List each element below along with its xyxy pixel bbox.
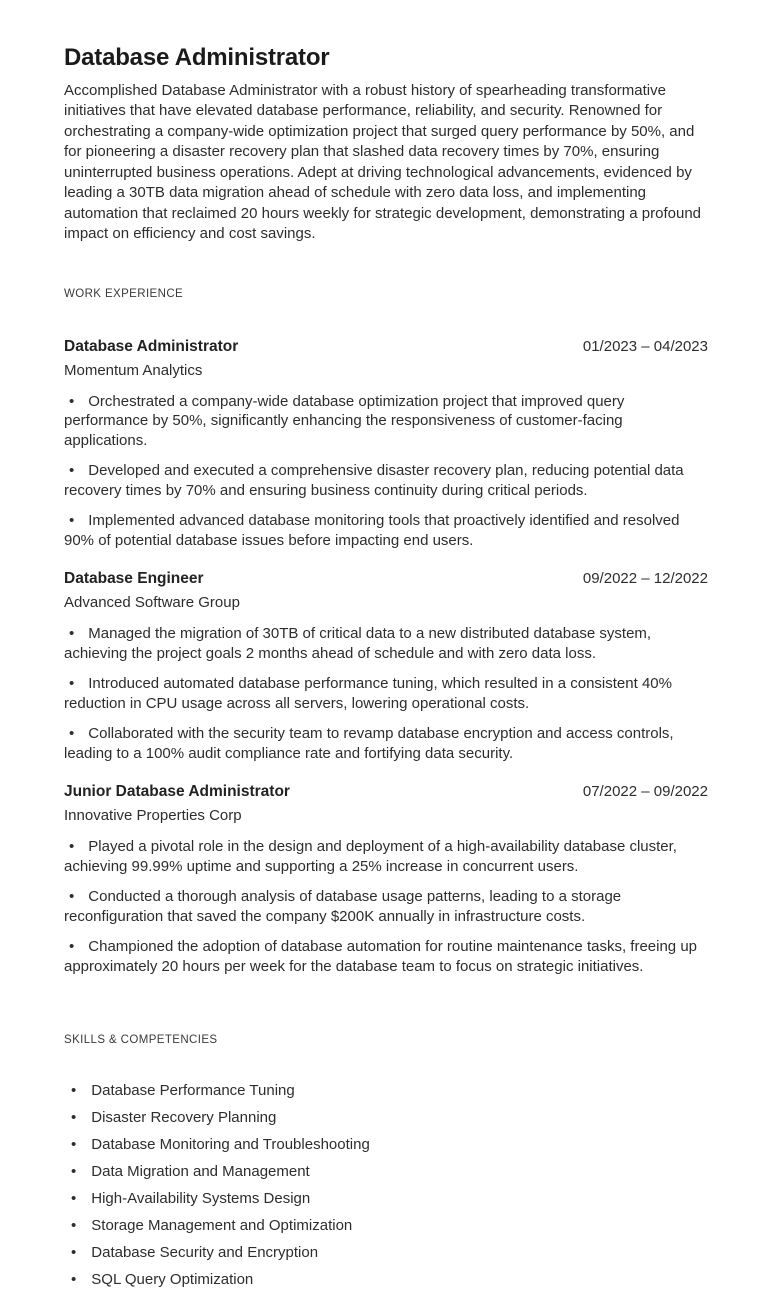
skill-text: Storage Management and Optimization: [91, 1217, 353, 1235]
skill-item: [64, 1162, 708, 1182]
skill-item: [64, 1243, 708, 1263]
job-header: [64, 782, 708, 802]
skill-text: Data Migration and Management: [91, 1163, 310, 1181]
bullet-icon: •: [69, 625, 75, 643]
bullet-item: [64, 837, 708, 876]
bullet-item: [64, 461, 708, 500]
skills-section: [64, 1081, 708, 1290]
job-entry: [64, 337, 708, 551]
bullet-icon: •: [71, 1109, 77, 1127]
skill-item: [64, 1189, 708, 1209]
skill-text: Disaster Recovery Planning: [91, 1109, 277, 1127]
bullet-text: Developed and executed a comprehensive disaster recovery plan, reducing potential data recovery times by 70% and ensuring business continuity during critical periods.: [64, 462, 684, 499]
bullet-text: Implemented advanced database monitoring tools that proactively identified and resolved 90% of potential database issues before impacting end users.: [64, 512, 680, 549]
bullet-icon: •: [69, 512, 75, 530]
bullet-item: [64, 887, 708, 926]
bullet-text: Orchestrated a company-wide database optimization project that improved query performance by 50%, significantly enhancing the responsiveness of customer-facing applications.: [64, 392, 625, 449]
job-title: Database Administrator: [64, 337, 239, 355]
job-company: Innovative Properties Corp: [64, 807, 242, 825]
skill-text: Database Security and Encryption: [91, 1244, 319, 1262]
skill-item: [64, 1108, 708, 1128]
bullet-text: Championed the adoption of database automation for routine maintenance tasks, freeing up approximately 20 hours per week for the database team to focus on strategic initiatives.: [64, 938, 698, 975]
bullet-text: Managed the migration of 30TB of critical data to a new distributed database system, achieving the project goals 2 months ahead of schedule and with zero data loss.: [64, 625, 652, 662]
bullet-icon: •: [71, 1244, 77, 1262]
skill-item: [64, 1135, 708, 1155]
bullet-item: [64, 392, 708, 451]
skill-text: Database Performance Tuning: [91, 1082, 295, 1100]
bullet-text: Collaborated with the security team to revamp database encryption and access controls, leading to a 100% audit compliance rate and fortifying data security.: [64, 725, 674, 762]
bullet-icon: •: [71, 1217, 77, 1235]
skill-text: High-Availability Systems Design: [91, 1190, 311, 1208]
bullet-icon: •: [69, 392, 75, 410]
job-entry: [64, 569, 708, 763]
bullet-icon: •: [71, 1271, 77, 1289]
summary-text: Accomplished Database Administrator with a robust history of spearheading transformative initiatives that have elevated database performance, reliability, and security. Renowned for orchestrating a company-wide optimization project that surged query performance by 50%, and for pioneering a disaster recovery plan that slashed data recovery times by 70%, ensuring uninterrupted business operations. Adept at driving technological advancements, evidenced by leading a 30TB data migration ahead of schedule with zero data loss, and implementing automation that reclaimed 20 hours weekly for strategic development, demonstrating a profound impact on efficiency and cost savings.: [64, 81, 702, 243]
job-title: Database Engineer: [64, 570, 204, 588]
bullet-item: [64, 937, 708, 976]
page-title: Database Administrator: [64, 44, 330, 71]
skill-item: [64, 1216, 708, 1236]
bullet-text: Conducted a thorough analysis of database usage patterns, leading to a storage reconfiguration that saved the company $200K annually in infrastructure costs.: [64, 888, 622, 925]
job-entry: [64, 782, 708, 976]
section-label-skills: SKILLS & COMPETENCIES: [64, 1034, 218, 1047]
bullet-item: [64, 674, 708, 713]
job-dates: 01/2023 – 04/2023: [582, 337, 708, 355]
job-header: [64, 337, 708, 357]
bullet-icon: •: [69, 675, 75, 693]
bullet-item: [64, 511, 708, 550]
job-company: Momentum Analytics: [64, 361, 203, 379]
bullet-icon: •: [69, 725, 75, 743]
bullet-icon: •: [69, 938, 75, 956]
skill-item: [64, 1081, 708, 1101]
section-label-work-experience: WORK EXPERIENCE: [64, 287, 184, 300]
bullet-icon: •: [69, 888, 75, 906]
bullet-text: Introduced automated database performance tuning, which resulted in a consistent 40% reduction in CPU usage across all servers, lowering operational costs.: [64, 675, 672, 712]
job-dates: 07/2022 – 09/2022: [582, 783, 708, 801]
bullet-icon: •: [71, 1082, 77, 1100]
skill-text: SQL Query Optimization: [91, 1271, 254, 1289]
job-company: Advanced Software Group: [64, 594, 240, 612]
job-header: [64, 569, 708, 589]
bullet-item: [64, 724, 708, 763]
bullet-icon: •: [71, 1136, 77, 1154]
bullet-icon: •: [69, 838, 75, 856]
bullet-icon: •: [71, 1190, 77, 1208]
bullet-icon: •: [71, 1163, 77, 1181]
skill-item: [64, 1270, 708, 1290]
work-experience-section: [64, 337, 708, 977]
bullet-icon: •: [69, 462, 75, 480]
job-title: Junior Database Administrator: [64, 783, 290, 801]
job-dates: 09/2022 – 12/2022: [582, 570, 708, 588]
bullet-item: [64, 624, 708, 663]
bullet-text: Played a pivotal role in the design and deployment of a high-availability database cluster, achieving 99.99% uptime and supporting a 25% increase in concurrent users.: [64, 838, 677, 875]
skill-text: Database Monitoring and Troubleshooting: [91, 1136, 370, 1154]
